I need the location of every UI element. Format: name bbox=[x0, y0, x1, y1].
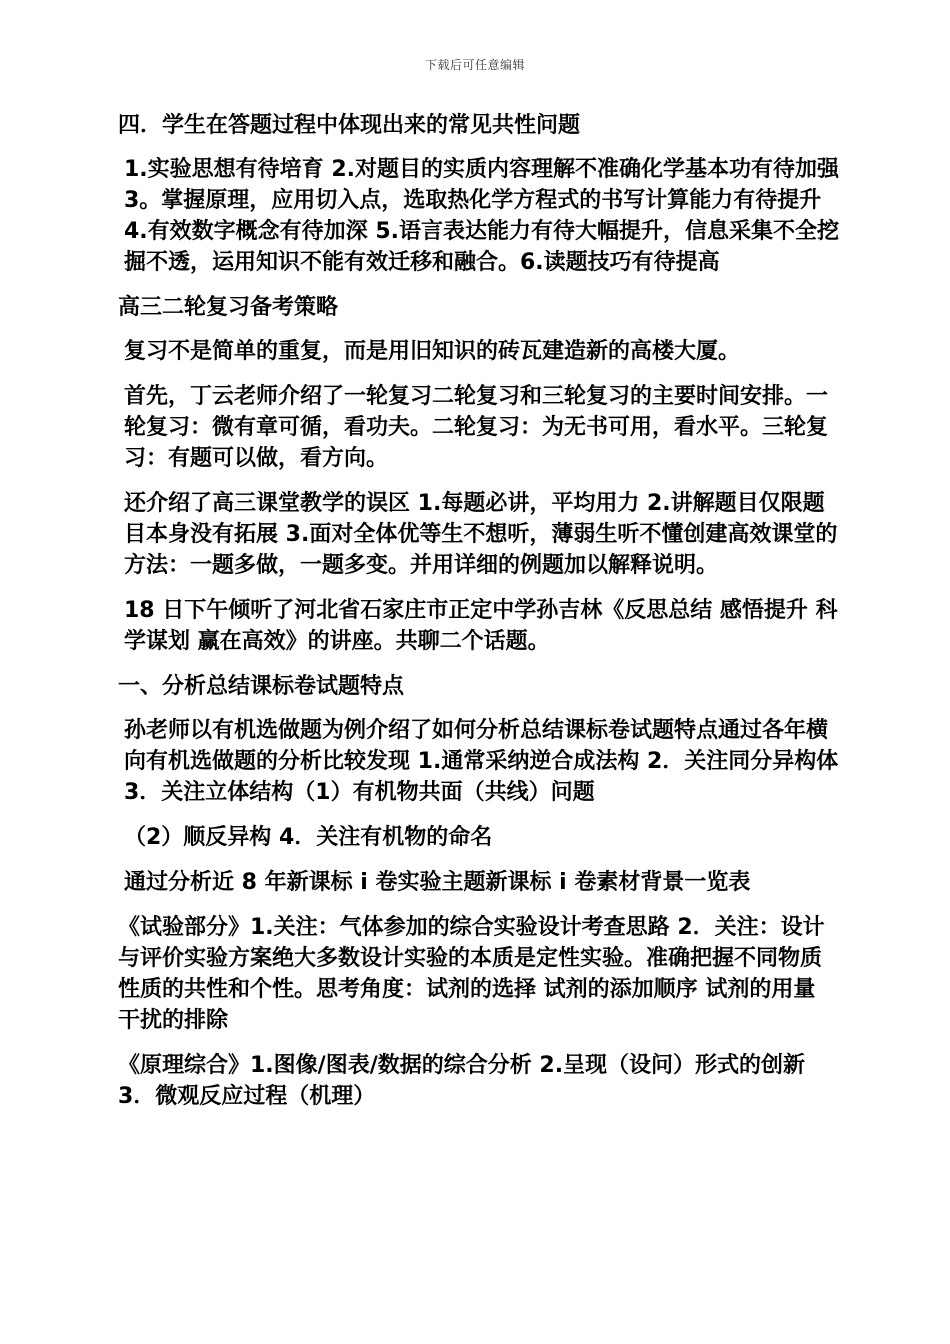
section-heading-common-problems: 四．学生在答题过程中体现出来的常见共性问题 bbox=[118, 113, 581, 138]
paragraph-organic-analysis: 孙老师以有机选做题为例介绍了如何分析总结课标卷试题特点通过各年横向有机选做题的分析比较发现 1.通常采纳逆合成法构 2．关注同分异构体 3．关注立体结构（1）有机物共面（共线）问题 bbox=[124, 718, 839, 805]
paragraph-experiment-section: 《试验部分》1.关注：气体参加的综合实验设计考查思路 2．关注：设计与评价实验方案绝大多数设计实验的本质是定性实验。准确把握不同物质性质的共性和个性。思考角度：试剂的选择 试剂的添加顺序 试剂的用量 干扰的排除 bbox=[118, 915, 825, 1033]
paragraph-review-principle: 复习不是简单的重复，而是用旧知识的砖瓦建造新的高楼大厦。 bbox=[124, 339, 741, 364]
paragraph-experiment-table: 通过分析近 8 年新课标 i 卷实验主题新课标 i 卷素材背景一览表 bbox=[124, 870, 751, 895]
section-heading-review-strategy: 高三二轮复习备考策略 bbox=[118, 295, 339, 320]
paragraph-teaching-mistakes: 还介绍了高三课堂教学的误区 1.每题必讲，平均用力 2.讲解题目仅限题目本身没有拓展 3.面对全体优等生不想听，薄弱生听不懂创建高效课堂的方法：一题多做，一题多变。并用详细的例题加以解释说明。 bbox=[124, 491, 838, 578]
paragraph-problem-list: 1.实验思想有待培育 2.对题目的实质内容理解不准确化学基本功有待加强 3。掌握原理，应用切入点，选取热化学方程式的书写计算能力有待提升 4.有效数字概念有待加深 5.语言表达能力有待大幅提升，信息采集不全挖掘不透，运用知识不能有效迁移和融合。6.读题技巧有待提高 bbox=[124, 157, 839, 275]
paragraph-principle-section: 《原理综合》1.图像/图表/数据的综合分析 2.呈现（设问）形式的创新 3．微观反应过程（机理） bbox=[118, 1053, 806, 1109]
section-heading-exam-features: 一、分析总结课标卷试题特点 bbox=[118, 674, 405, 699]
paragraph-review-schedule: 首先，丁云老师介绍了一轮复习二轮复习和三轮复习的主要时间安排。一轮复习：微有章可循，看功夫。二轮复习：为无书可用，看水平。三轮复习：有题可以做，看方向。 bbox=[124, 384, 829, 471]
document-body bbox=[118, 110, 840, 1126]
page-header: 下载后可任意编辑 bbox=[424, 58, 525, 72]
paragraph-lecture-intro: 18 日下午倾听了河北省石家庄市正定中学孙吉林《反思总结 感悟提升 科学谋划 赢在高效》的讲座。共聊二个话题。 bbox=[124, 598, 838, 654]
paragraph-isomer-naming: （2）顺反异构 4．关注有机物的命名 bbox=[124, 825, 493, 850]
